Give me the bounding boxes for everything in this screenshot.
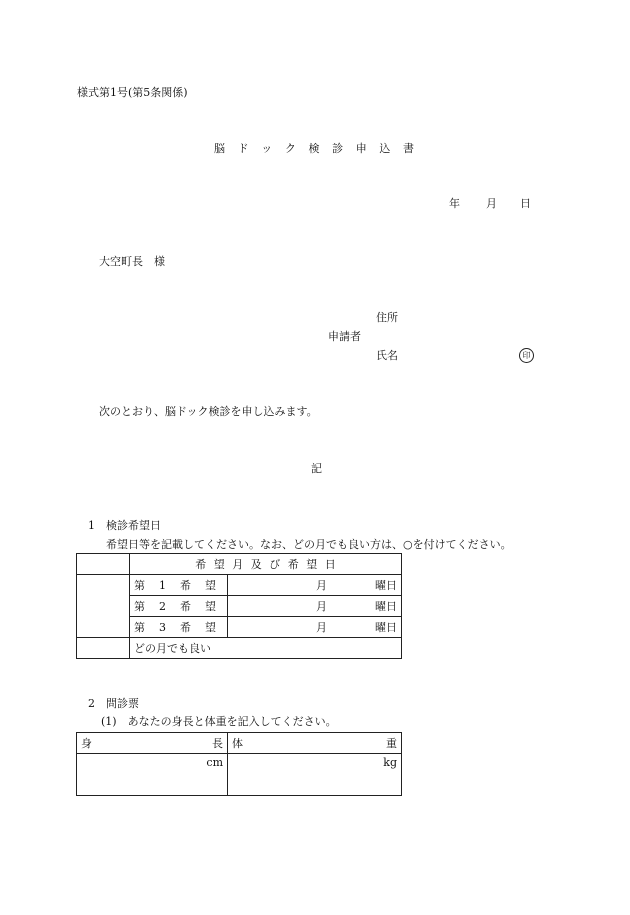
section1-note: 希望日等を記載してください。なお、どの月でも良い方は、○を付けてください。 xyxy=(106,538,512,551)
section2-sub: (1) あなたの身長と体重を記入してください。 xyxy=(101,715,337,728)
preference-input-cell[interactable] xyxy=(228,596,402,617)
title-char: 診 xyxy=(332,142,344,155)
date-year-label: 年 xyxy=(449,197,460,210)
weight-input-cell[interactable] xyxy=(228,754,402,796)
label-char: 第 xyxy=(134,620,145,634)
height-input-cell[interactable] xyxy=(77,754,228,796)
label-char: 体 xyxy=(232,736,243,750)
month-unit: 月 xyxy=(316,578,327,592)
section2-heading: 2 問診票 xyxy=(88,697,139,710)
month-unit: 月 xyxy=(316,620,327,634)
weekday-unit: 曜日 xyxy=(375,578,397,592)
table-row xyxy=(77,575,402,596)
any-month-label: どの月でも良い xyxy=(130,638,402,659)
height-unit: cm xyxy=(206,756,223,769)
title-char: ク xyxy=(284,142,296,155)
label-char: 望 xyxy=(205,578,216,592)
weight-header xyxy=(228,733,402,754)
preference-label xyxy=(130,596,228,617)
title-char: 込 xyxy=(379,142,391,155)
title-char: ド xyxy=(237,142,249,155)
label-char: 長 xyxy=(212,736,223,750)
preference-input-cell[interactable] xyxy=(228,575,402,596)
label-char: 第 xyxy=(134,578,145,592)
intro-text: 次のとおり、脳ドック検診を申し込みます。 xyxy=(99,405,318,418)
preference-label xyxy=(130,575,228,596)
weekday-unit: 曜日 xyxy=(375,620,397,634)
height-header xyxy=(77,733,228,754)
table-corner-cell xyxy=(77,554,130,575)
label-char: 2 xyxy=(159,599,166,613)
name-label: 氏名 xyxy=(376,349,398,362)
any-month-circle-cell[interactable] xyxy=(77,638,130,659)
document-title xyxy=(214,143,414,154)
section1-heading: 1 検診希望日 xyxy=(88,519,161,532)
date-day-label: 日 xyxy=(520,197,531,210)
preference-input-cell[interactable] xyxy=(228,617,402,638)
table-header-cell xyxy=(130,554,402,575)
label-char: 望 xyxy=(205,620,216,634)
preferred-date-table xyxy=(76,553,402,659)
title-char: 書 xyxy=(403,142,414,155)
title-char: ッ xyxy=(261,142,273,155)
applicant-label: 申請者 xyxy=(328,330,361,343)
label-char: 3 xyxy=(159,620,166,634)
label-char: 希 xyxy=(180,578,191,592)
header-label: 希 望 月 及 び 希 望 日 xyxy=(195,557,336,571)
month-unit: 月 xyxy=(316,599,327,613)
preference-label xyxy=(130,617,228,638)
table-header-row xyxy=(77,733,402,754)
label-char: 身 xyxy=(81,736,92,750)
title-char: 申 xyxy=(355,142,367,155)
date-month-label: 月 xyxy=(486,197,497,210)
addressee: 大空町長 様 xyxy=(99,255,165,268)
table-header-row xyxy=(77,554,402,575)
weekday-unit: 曜日 xyxy=(375,599,397,613)
form-number: 様式第1号(第5条関係) xyxy=(77,86,188,99)
weight-unit: kg xyxy=(383,756,397,769)
seal-mark: 印 xyxy=(519,348,534,363)
ki-heading: 記 xyxy=(311,462,322,475)
label-char: 望 xyxy=(205,599,216,613)
height-weight-table xyxy=(76,732,402,796)
title-char: 脳 xyxy=(214,142,225,155)
label-char: 第 xyxy=(134,599,145,613)
label-char: 希 xyxy=(180,620,191,634)
label-char: 希 xyxy=(180,599,191,613)
address-label: 住所 xyxy=(376,311,398,324)
table-row xyxy=(77,638,402,659)
empty-cell xyxy=(77,575,130,638)
label-char: 重 xyxy=(386,736,397,750)
label-char: 1 xyxy=(159,578,166,592)
title-char: 検 xyxy=(308,142,320,155)
table-row xyxy=(77,754,402,796)
